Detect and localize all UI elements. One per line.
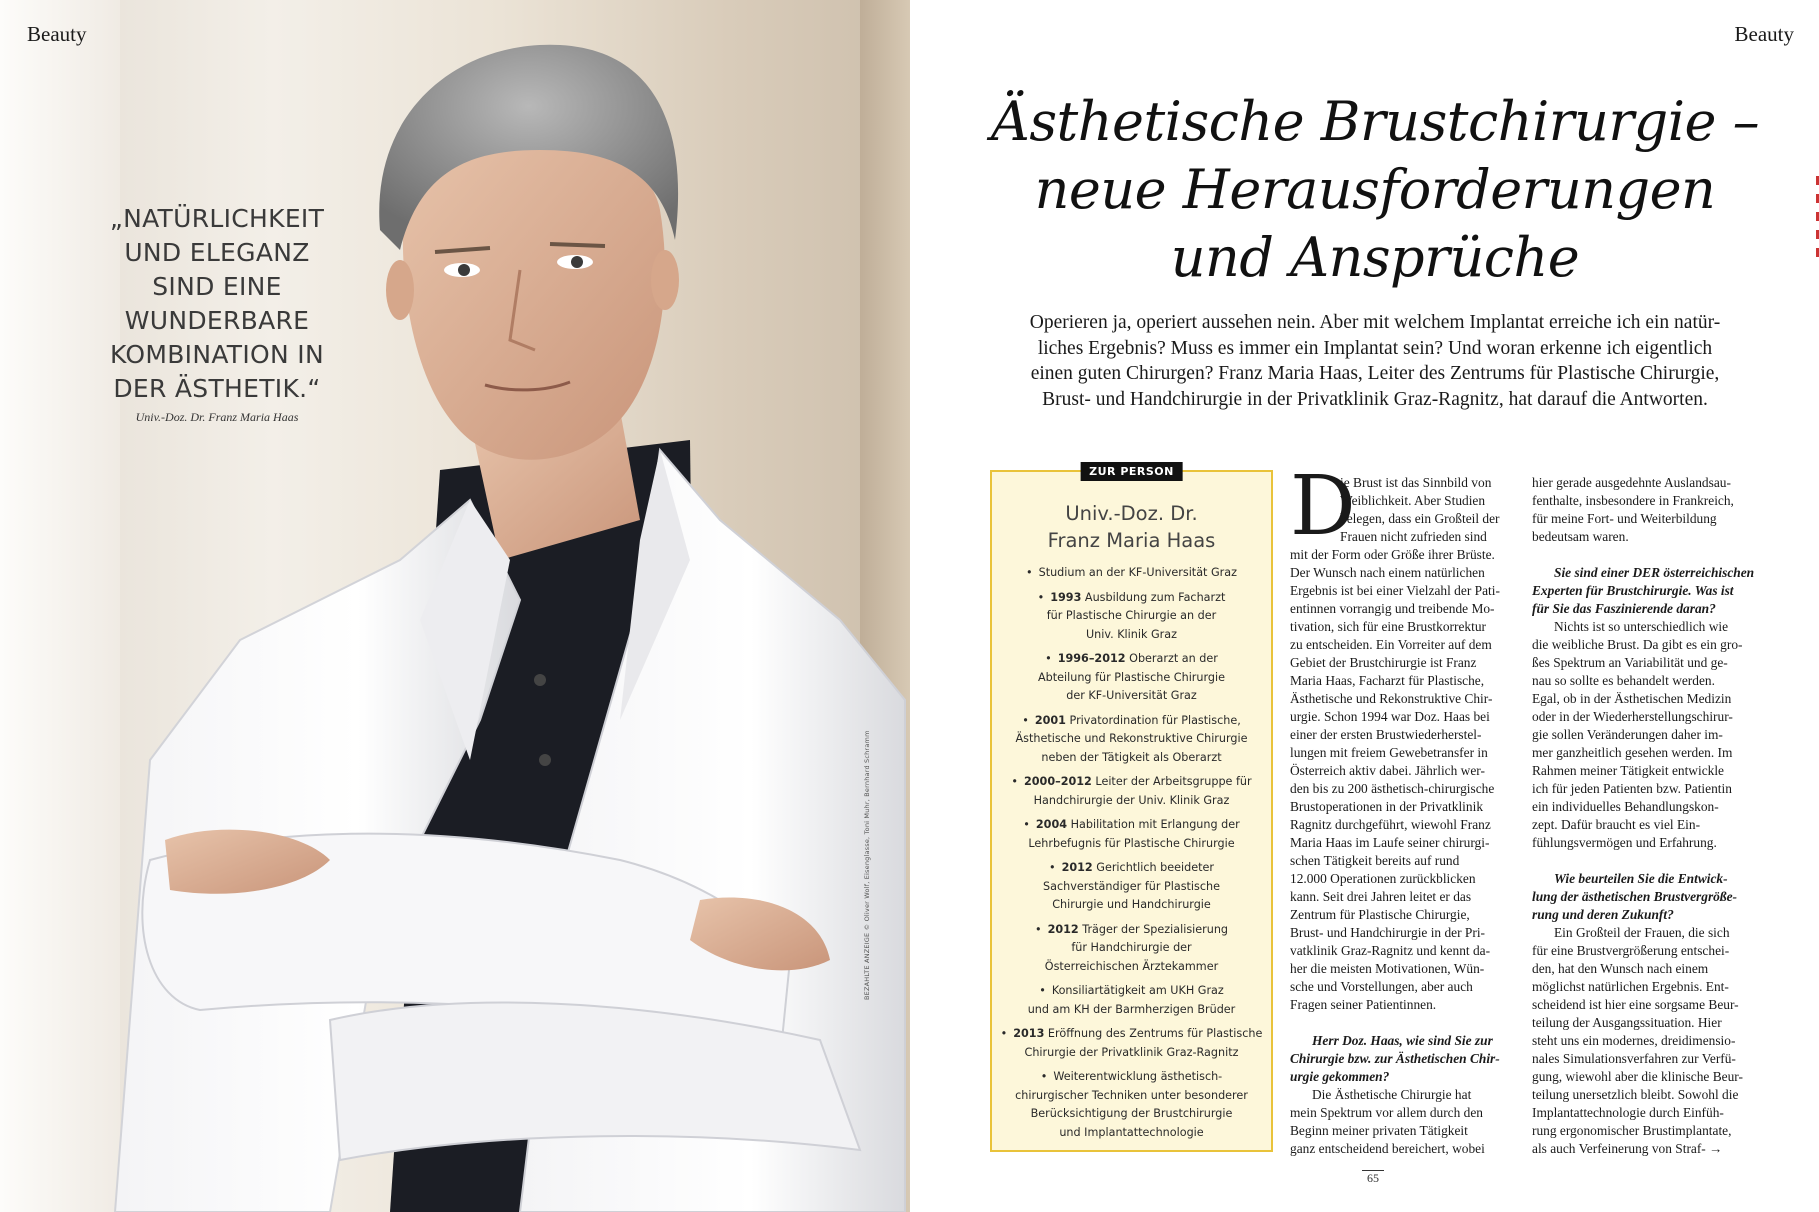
bio-text: Eröffnung des Zentrums für Plastische	[1047, 1027, 1263, 1040]
bio-item	[996, 773, 1267, 810]
article-column-2	[1532, 474, 1760, 1158]
article-line: Brust- und Handchirurgie in der Pri-	[1290, 925, 1485, 940]
bio-text: Lehrbefugnis für Plastische Chirurgie	[1028, 836, 1235, 850]
bio-text: Oberarzt an der	[1129, 652, 1218, 665]
article-line: gie sollen Veränderungen daher im-	[1532, 727, 1723, 742]
article-line: ie Brust ist das Sinnbild von	[1340, 475, 1492, 490]
article-line: hier gerade ausgedehnte Auslandsau-	[1532, 475, 1731, 490]
article-line: fühlungsvermögen und Erfahrung.	[1532, 835, 1717, 850]
bio-year: 2001	[1034, 713, 1066, 727]
article-line: nales Simulationsverfahren zur Verfü-	[1532, 1051, 1736, 1066]
interview-question-line: Wie beurteilen Sie die Entwick-	[1554, 871, 1728, 886]
article-line: Maria Haas im Laufe seiner chirurgi-	[1290, 835, 1490, 850]
article-line	[1532, 852, 1760, 870]
bio-text: Gerichtlich beeideter	[1096, 861, 1215, 874]
article-line: Nichts ist so unterschiedlich wie	[1554, 619, 1729, 634]
article-line: tivation, sich für eine Brustkorrektur	[1290, 619, 1486, 634]
article-line: Beginn meiner privaten Tätigkeit	[1290, 1123, 1468, 1138]
article-line: mit der Form oder Größe ihrer Brüste.	[1290, 547, 1495, 562]
bio-item	[996, 650, 1267, 706]
headline-line: neue Herausforderungen	[1034, 158, 1716, 221]
person-tag: ZUR PERSON	[1080, 462, 1183, 481]
bio-year: 2012	[1047, 922, 1079, 936]
pull-quote	[92, 202, 342, 406]
article-line: 12.000 Operationen zurückblicken	[1290, 871, 1476, 886]
article-line: die weibliche Brust. Da gibt es ein gro-	[1532, 637, 1743, 652]
quote-author: Univ.-Doz. Dr. Franz Maria Haas	[135, 410, 299, 424]
bio-text: chirurgischer Techniken unter besonderer	[1015, 1088, 1248, 1102]
article-line	[1290, 1014, 1508, 1032]
interview-question-line: lung der ästhetischen Brustvergröße-	[1532, 889, 1737, 904]
bio-text: Österreichischen Ärztekammer	[1044, 959, 1219, 973]
bio-text: Habilitation mit Erlangung der	[1070, 818, 1240, 831]
article-line: für meine Fort- und Weiterbildung	[1532, 511, 1717, 526]
bio-line	[996, 730, 1267, 749]
article-line: gung, wiewohl aber die klinische Beur-	[1532, 1069, 1743, 1084]
article-line: Fragen seiner Patientinnen.	[1290, 997, 1437, 1012]
headline-line: Ästhetische Brustchirurgie –	[990, 90, 1760, 153]
bio-text: für Handchirurgie der	[1071, 941, 1192, 954]
article-line: mer ganzheitlich gesehen werden. Im	[1532, 745, 1733, 760]
bio-line	[996, 896, 1267, 915]
article-line: zept. Dafür braucht es viel Ein-	[1532, 817, 1701, 832]
article-line: Die Ästhetische Chirurgie hat	[1312, 1087, 1472, 1102]
bio-text: Chirurgie und Handchirurgie	[1052, 898, 1211, 911]
bio-text: Leiter der Arbeitsgruppe für	[1095, 775, 1252, 788]
drop-cap: D	[1290, 459, 1356, 554]
bio-text: Berücksichtigung der Brustchirurgie	[1030, 1107, 1233, 1120]
bio-line	[996, 650, 1267, 669]
article-line: Maria Haas, Facharzt für Plastische,	[1290, 673, 1485, 688]
bio-text: Ausbildung zum Facharzt	[1084, 590, 1226, 604]
article-headline	[950, 88, 1800, 292]
bio-line	[996, 816, 1267, 835]
article-line: Zentrum für Plastische Chirurgie,	[1290, 907, 1470, 922]
article-line: Brustoperationen in der Privatklinik	[1290, 799, 1484, 814]
bio-text: Konsiliartätigkeit am UKH Graz	[1051, 984, 1224, 997]
article-lead	[980, 310, 1770, 412]
lead-line: Brust- und Handchirurgie in der Privatklinik Graz-Ragnitz, hat darauf die Antworten.	[1042, 388, 1708, 410]
bio-text: Handchirurgie der Univ. Klinik Graz	[1033, 793, 1230, 807]
bio-text: neben der Tätigkeit als Oberarzt	[1041, 750, 1222, 764]
bio-item	[996, 859, 1267, 915]
bio-text: Studium an der KF-Universität Graz	[1038, 566, 1237, 579]
bio-line	[996, 669, 1267, 688]
bio-text: für Plastische Chirurgie an der	[1046, 609, 1217, 622]
article-line: Gebiet der Brustchirurgie ist Franz	[1290, 655, 1477, 670]
bio-text: Privatordination für Plastische,	[1069, 713, 1241, 727]
article-line: Egal, ob in der Ästhetischen Medizin	[1532, 691, 1732, 706]
article-line: mein Spektrum vor allem durch den	[1290, 1105, 1484, 1120]
bio-line	[996, 859, 1267, 878]
bio-item	[996, 982, 1267, 1019]
bio-text: Univ. Klinik Graz	[1085, 627, 1178, 641]
article-line: Implantattechnologie durch Einfüh-	[1532, 1105, 1724, 1120]
person-name-line: Univ.-Doz. Dr.	[1065, 502, 1198, 525]
person-name	[992, 500, 1271, 554]
article-line: ganz entscheidend bereichert, wobei	[1290, 1141, 1485, 1156]
article-line: sche und Vorstellungen, aber auch	[1290, 979, 1473, 994]
bio-text: der KF-Universität Graz	[1066, 689, 1197, 702]
article-line: ein individuelles Behandlungskon-	[1532, 799, 1719, 814]
article-line: ßes Spektrum an Variabilität und ge-	[1532, 655, 1728, 670]
article-line: teilung der Ausgangssituation. Hier	[1532, 1015, 1722, 1030]
page-number: 65	[1362, 1170, 1384, 1186]
bio-line	[996, 982, 1267, 1001]
bio-item	[996, 1025, 1267, 1062]
interview-question-line: Sie sind einer DER österreichischen	[1554, 565, 1755, 580]
article-line: einer der ersten Brustwiederherstel-	[1290, 727, 1482, 742]
bio-line	[996, 1044, 1267, 1063]
person-name-line: Franz Maria Haas	[1047, 529, 1216, 552]
lead-line: einen guten Chirurgen? Franz Maria Haas, Leiter des Zentrums für Plastische Chirurgie,	[1030, 363, 1720, 384]
article-line: vatklinik Graz-Ragnitz und kennt da-	[1290, 943, 1491, 958]
article-line: den, hat den Wunsch nach einem	[1532, 961, 1709, 976]
bio-text: und Implantattechnologie	[1059, 1125, 1204, 1139]
interview-question-line: für Sie das Faszinierende daran?	[1532, 601, 1716, 616]
bio-text: Weiterentwicklung ästhetisch-	[1053, 1070, 1223, 1083]
bio-year: 1996–2012	[1057, 652, 1126, 665]
interview-question-line: rung und deren Zukunft?	[1532, 907, 1674, 922]
bio-line	[996, 687, 1267, 706]
article-line: belegen, dass ein Großteil der	[1340, 511, 1500, 526]
article-line: für eine Brustvergrößerung entschei-	[1532, 943, 1730, 958]
article-line: bedeutsam waren.	[1532, 529, 1629, 544]
bio-year: 2000–2012	[1023, 775, 1092, 788]
bio-text: Sachverständiger für Plastische	[1043, 879, 1220, 893]
bio-item	[996, 712, 1267, 768]
bio-year: 2012	[1061, 861, 1093, 874]
article-line: ich für jeden Patienten bzw. Patientin	[1532, 781, 1732, 796]
bio-line	[996, 1105, 1267, 1124]
article-line: fenthalte, insbesondere in Frankreich,	[1532, 493, 1734, 508]
photo-credit: BEZAHLTE ANZEIGE © Oliver Wolf, Eisenglasse, Toni Muhr, Bernhard Schramm	[863, 730, 871, 1000]
article-column-1	[1290, 474, 1508, 1158]
bio-line	[996, 564, 1267, 583]
section-runner-left: Beauty	[27, 22, 87, 46]
bio-line	[996, 1001, 1267, 1020]
article-line: Frauen nicht zufrieden sind	[1340, 529, 1487, 544]
article-line: nau so sollte es behandelt werden.	[1532, 673, 1715, 688]
bio-line	[996, 773, 1267, 792]
bio-text: Ästhetische und Rekonstruktive Chirurgie	[1015, 732, 1248, 745]
article-line	[1532, 546, 1760, 564]
article-line: kann. Seit drei Jahren leitet er das	[1290, 889, 1472, 904]
article-line: rung ergonomischer Brustimplantate,	[1532, 1123, 1732, 1138]
bio-item	[996, 816, 1267, 853]
lead-line: Operieren ja, operiert aussehen nein. Aber mit welchem Implantat erreiche ich ein natür-	[1029, 312, 1721, 333]
pull-quote-line: SIND EINE	[152, 272, 282, 301]
bio-text: Abteilung für Plastische Chirurgie	[1037, 670, 1225, 684]
article-line: entinnen vorrangig und treibende Mo-	[1290, 601, 1495, 616]
interview-question-line: Herr Doz. Haas, wie sind Sie zur	[1312, 1033, 1493, 1048]
article-line: teilung unersetzlich bleibt. Sowohl die	[1532, 1087, 1739, 1102]
bio-item	[996, 1068, 1267, 1142]
section-runner-right: Beauty	[1734, 22, 1794, 46]
article-line: lungen mit freiem Gewebetransfer in	[1290, 745, 1488, 760]
article-line: oder in der Wiederherstellungschirur-	[1532, 709, 1733, 724]
article-line: möglichst natürlichen Ergebnis. Ent-	[1532, 979, 1729, 994]
article-line: Österreich aktiv dabei. Jährlich wer-	[1290, 763, 1485, 778]
bio-line	[996, 835, 1267, 854]
article-line: Weiblichkeit. Aber Studien	[1340, 493, 1486, 508]
bio-line	[996, 958, 1267, 977]
bio-year: 1993	[1050, 590, 1082, 604]
bio-text: Träger der Spezialisierung	[1082, 922, 1229, 936]
bio-line	[996, 1025, 1267, 1044]
bio-line	[996, 626, 1267, 645]
bio-line	[996, 921, 1267, 940]
pull-quote-line: WUNDERBARE	[124, 306, 310, 335]
pull-quote-line: DER ÄSTHETIK.“	[113, 374, 321, 403]
bio-line	[996, 1068, 1267, 1087]
article-line: urgie. Schon 1994 war Doz. Haas bei	[1290, 709, 1490, 724]
article-line: Rahmen meiner Tätigkeit entwickle	[1532, 763, 1724, 778]
pull-quote-line: UND ELEGANZ	[124, 238, 310, 267]
article-line: her die meisten Motivationen, Wün-	[1290, 961, 1485, 976]
article-line: zu entscheiden. Ein Vorreiter auf dem	[1290, 637, 1492, 652]
bio-line	[996, 939, 1267, 958]
interview-question-line: urgie gekommen?	[1290, 1069, 1390, 1084]
interview-question-line: Chirurgie bzw. zur Ästhetischen Chir-	[1290, 1051, 1500, 1066]
pull-quote-line: „NATÜRLICHKEIT	[109, 204, 325, 233]
bio-line	[996, 712, 1267, 731]
article-line: steht uns ein modernes, dreidimensio-	[1532, 1033, 1736, 1048]
bio-line	[996, 589, 1267, 608]
interview-question-line: Experten für Brustchirurgie. Was ist	[1532, 583, 1734, 598]
bio-item	[996, 564, 1267, 583]
bio-line	[996, 1124, 1267, 1143]
article-line: schen Tätigkeit bereits auf rund	[1290, 853, 1460, 868]
bio-line	[996, 792, 1267, 811]
bio-text: und am KH der Barmherzigen Brüder	[1027, 1002, 1236, 1016]
article-line: scheidend ist hier eine sorgsame Beur-	[1532, 997, 1739, 1012]
bio-list	[996, 564, 1267, 1148]
bio-item	[996, 921, 1267, 977]
article-line: Ergebnis ist bei einer Vielzahl der Pati-	[1290, 583, 1500, 598]
person-sidebar	[990, 465, 1273, 1152]
bio-text: Chirurgie der Privatklinik Graz-Ragnitz	[1024, 1045, 1239, 1059]
headline-line: und Ansprüche	[1170, 226, 1580, 289]
article-line: Ästhetische und Rekonstruktive Chir-	[1290, 691, 1493, 706]
article-line: Der Wunsch nach einem natürlichen	[1290, 565, 1485, 580]
pull-quote-line: KOMBINATION IN	[110, 340, 324, 369]
bio-year: 2013	[1013, 1027, 1045, 1040]
bio-year: 2004	[1035, 818, 1068, 831]
article-line: den bis zu 200 ästhetisch-chirurgische	[1290, 781, 1495, 796]
bio-line	[996, 749, 1267, 768]
right-page-article	[863, 0, 1819, 1212]
bio-line	[996, 878, 1267, 897]
bio-item	[996, 589, 1267, 645]
article-line: Ein Großteil der Frauen, die sich	[1554, 925, 1730, 940]
lead-line: liches Ergebnis? Muss es immer ein Implantat sein? Und woran erkenne ich eigentlich	[1037, 337, 1713, 359]
article-line: als auch Verfeinerung von Straf- →	[1532, 1141, 1723, 1156]
article-line: Ragnitz durchgeführt, wiewohl Franz	[1290, 817, 1491, 832]
bio-line	[996, 1087, 1267, 1106]
bio-line	[996, 607, 1267, 626]
